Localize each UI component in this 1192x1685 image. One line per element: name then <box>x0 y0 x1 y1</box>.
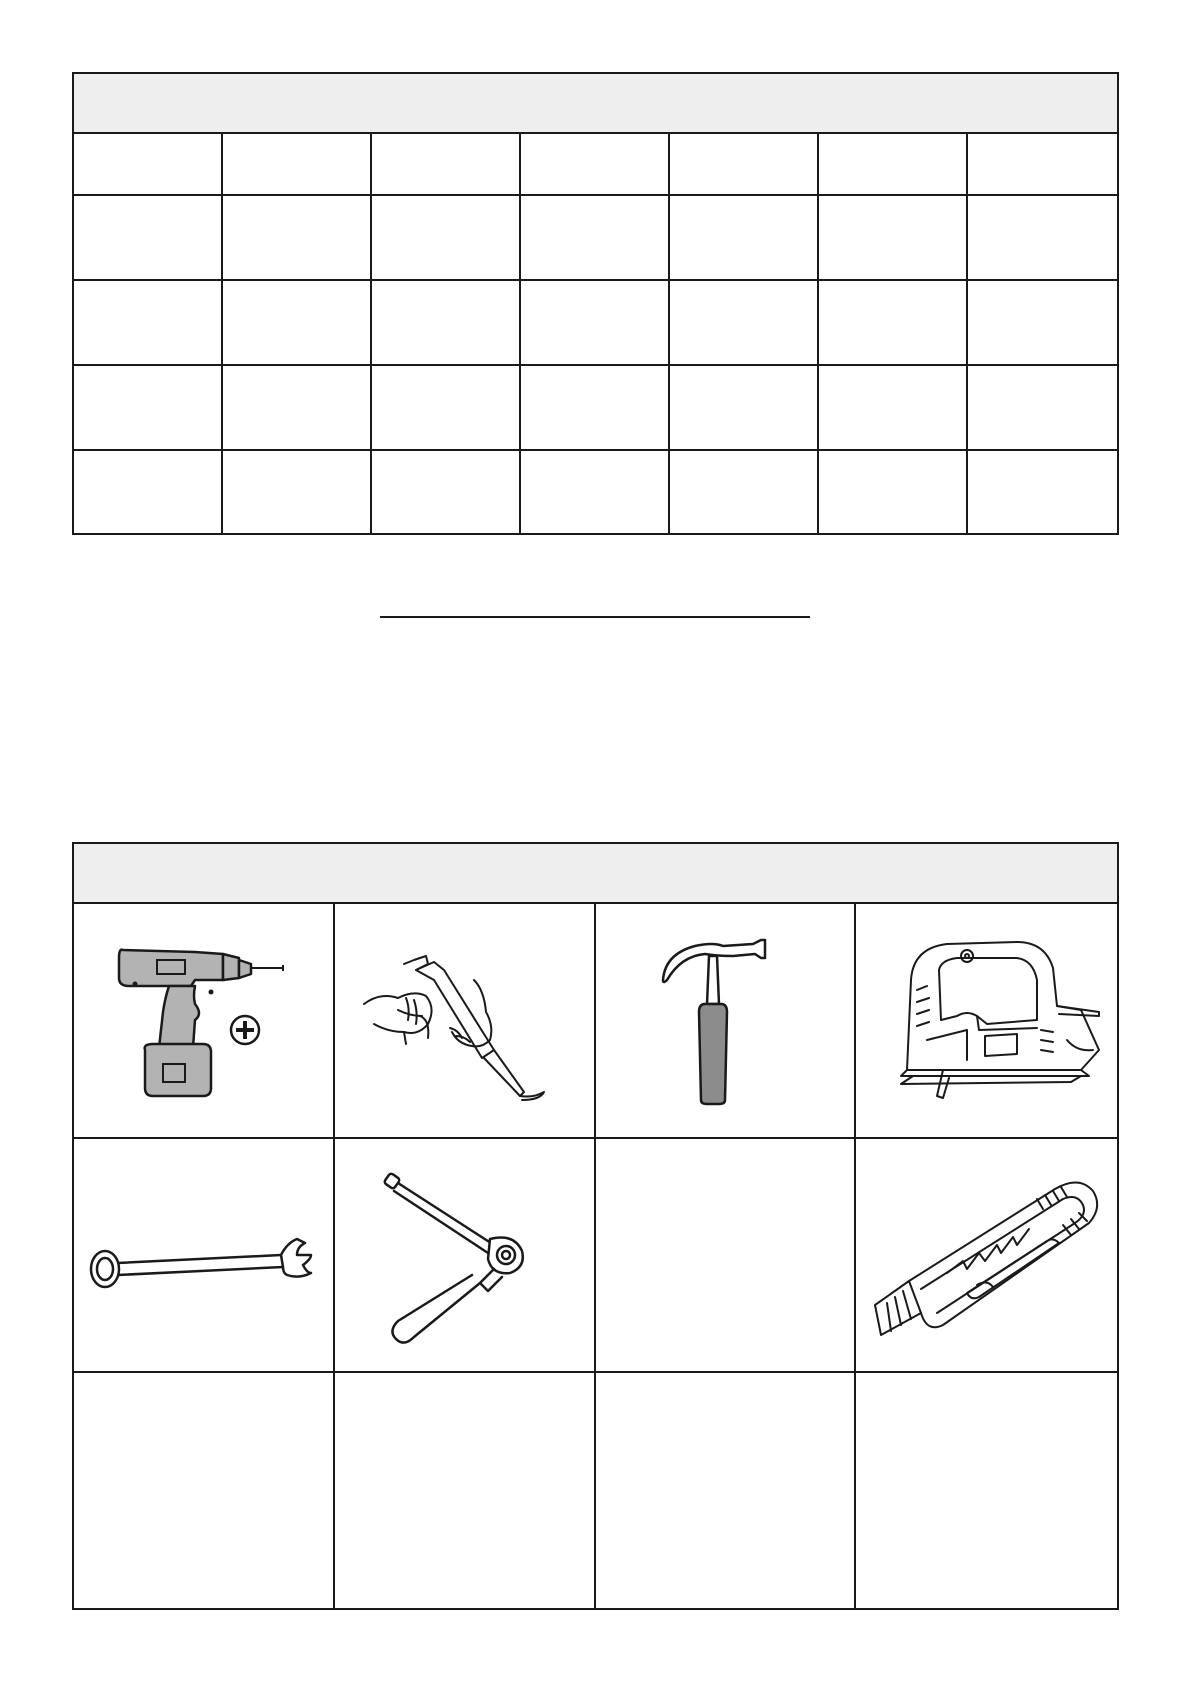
parts-cell <box>968 196 1117 281</box>
parts-cell <box>223 451 372 533</box>
cordless-drill-icon <box>83 920 323 1120</box>
tool-cell-socket-wrench <box>335 1139 596 1374</box>
parts-cell <box>223 196 372 281</box>
parts-cell <box>968 134 1117 196</box>
parts-cell <box>521 134 670 196</box>
jigsaw-icon <box>867 920 1107 1120</box>
parts-cell <box>968 281 1117 366</box>
tool-cell-empty <box>596 1139 857 1374</box>
claw-hammer-icon <box>605 920 845 1120</box>
parts-cell <box>670 451 819 533</box>
parts-cell <box>670 196 819 281</box>
parts-cell <box>372 134 521 196</box>
tools-table-header <box>74 844 1117 904</box>
parts-cell <box>521 281 670 366</box>
parts-cell <box>372 196 521 281</box>
parts-cell <box>223 281 372 366</box>
parts-cell <box>819 196 968 281</box>
tool-cell-empty <box>596 1373 857 1608</box>
parts-cell <box>74 366 223 451</box>
parts-cell <box>74 451 223 533</box>
tools-table-grid <box>74 904 1117 1608</box>
parts-cell <box>670 366 819 451</box>
parts-table <box>72 72 1119 535</box>
tool-cell-caulking-gun <box>335 904 596 1139</box>
parts-table-grid <box>74 134 1117 533</box>
parts-cell <box>372 281 521 366</box>
caulking-gun-icon <box>344 920 584 1120</box>
parts-cell <box>968 451 1117 533</box>
tool-cell-drill <box>74 904 335 1139</box>
tools-table <box>72 842 1119 1610</box>
tool-cell-empty <box>335 1373 596 1608</box>
parts-cell <box>819 281 968 366</box>
parts-cell <box>223 366 372 451</box>
tool-cell-wrench <box>74 1139 335 1374</box>
parts-cell <box>819 134 968 196</box>
parts-table-header <box>74 74 1117 134</box>
tool-cell-utility-knife <box>856 1139 1117 1374</box>
socket-wrench-icon <box>344 1155 584 1355</box>
signature-line <box>380 616 810 618</box>
combination-wrench-icon <box>83 1155 323 1355</box>
tool-cell-hammer <box>596 904 857 1139</box>
parts-cell <box>372 366 521 451</box>
parts-cell <box>819 451 968 533</box>
tool-cell-jigsaw <box>856 904 1117 1139</box>
parts-cell <box>74 196 223 281</box>
parts-cell <box>223 134 372 196</box>
parts-cell <box>372 451 521 533</box>
parts-cell <box>819 366 968 451</box>
parts-cell <box>74 134 223 196</box>
tool-cell-empty <box>856 1373 1117 1608</box>
parts-cell <box>521 366 670 451</box>
parts-cell <box>670 281 819 366</box>
parts-cell <box>968 366 1117 451</box>
utility-knife-icon <box>867 1155 1107 1355</box>
tool-cell-empty <box>74 1373 335 1608</box>
parts-cell <box>74 281 223 366</box>
parts-cell <box>670 134 819 196</box>
parts-cell <box>521 196 670 281</box>
parts-cell <box>521 451 670 533</box>
